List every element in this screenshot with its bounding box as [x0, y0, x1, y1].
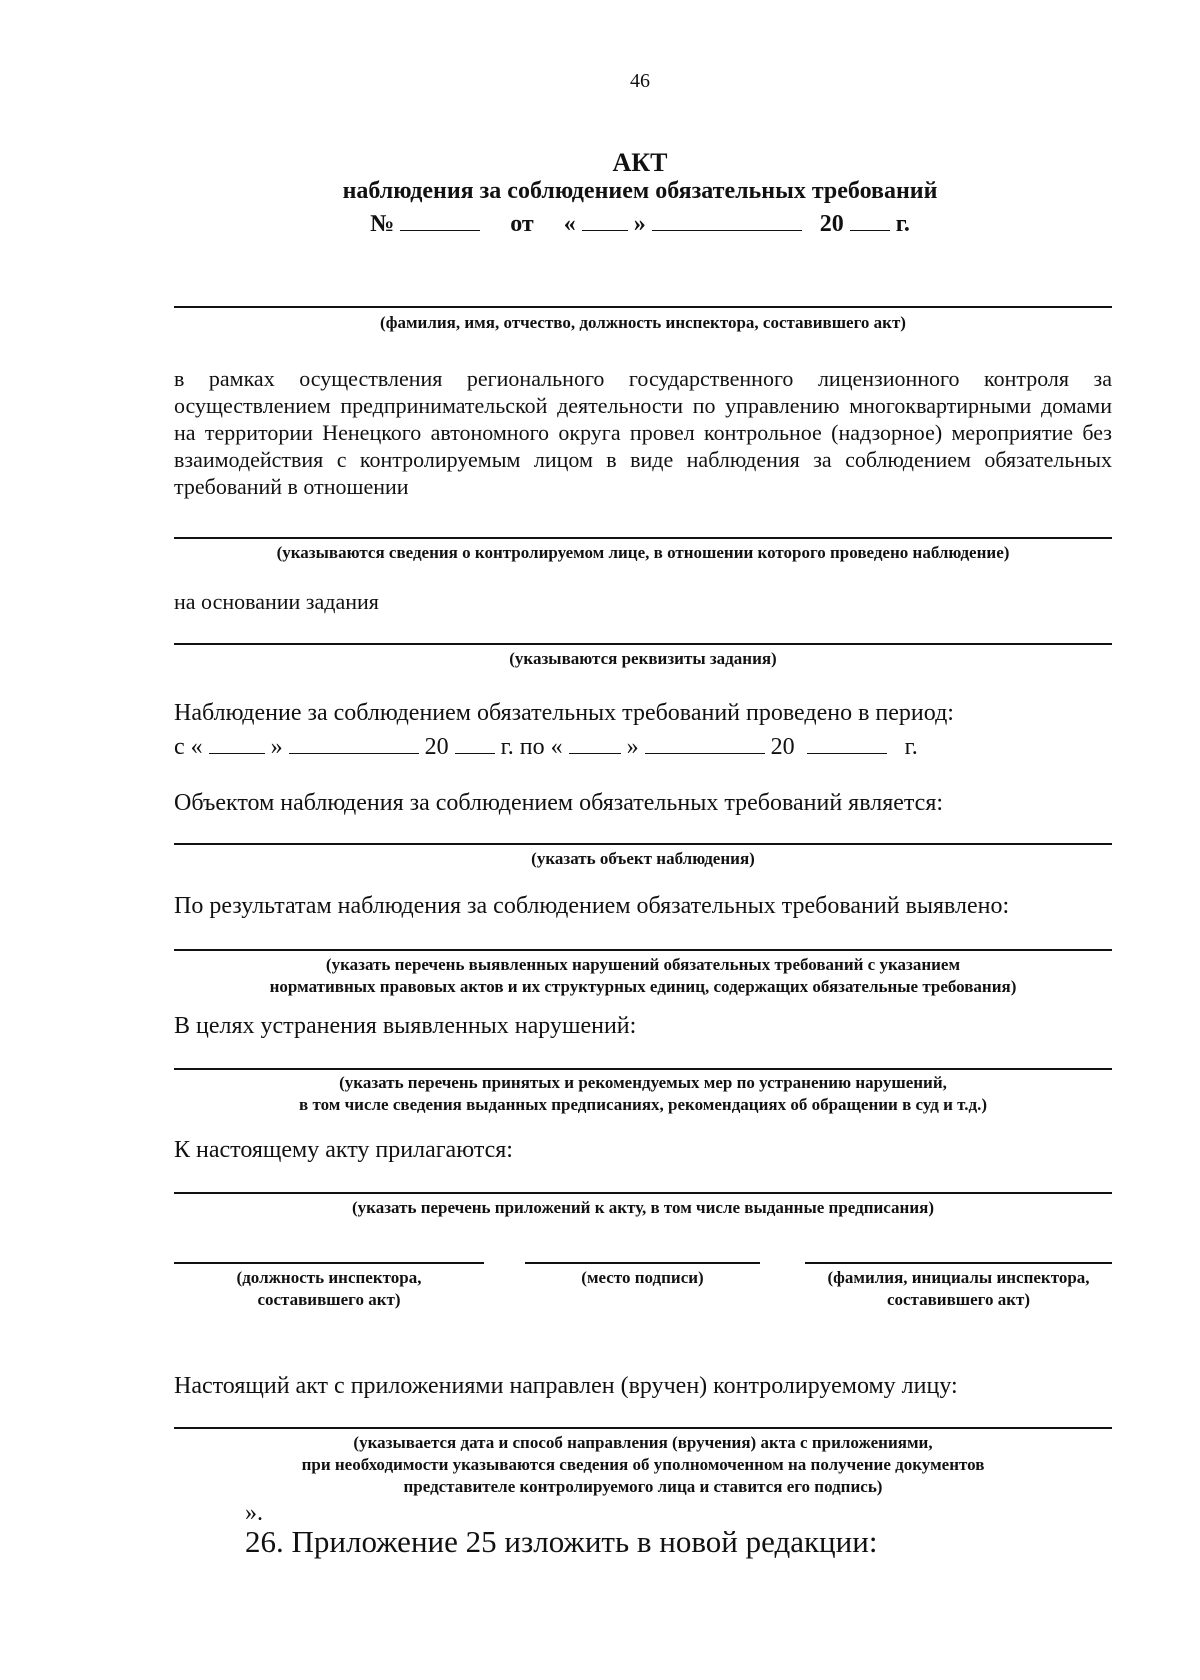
act-number-line [0, 208, 1200, 238]
period-label: Наблюдение за соблюдением обязательных требований проведено в период: [174, 700, 954, 726]
period-to-close: » [626, 734, 639, 760]
period-to-day-blank [569, 731, 621, 754]
from-label: от [510, 211, 534, 237]
signature-name-line2: составившего акт) [886, 1290, 1031, 1309]
task-hint: (указываются реквизиты задания) [509, 649, 777, 668]
period-from-close: » [270, 734, 283, 760]
signature-position-line [174, 1262, 484, 1264]
signature-position-line2: составившего акт) [257, 1290, 401, 1309]
signature-place-line [525, 1262, 760, 1264]
results-hint-line1: (указать перечень выявленных нарушений обязательных требований с указанием [325, 955, 961, 974]
results-hint-line2: нормативных правовых актов и их структурных единиц, содержащих обязательные требования) [269, 977, 1017, 996]
day-quote-close: » [633, 211, 646, 237]
period-to-year-blank [807, 731, 887, 754]
delivery-hint-line3: представителе контролируемого лица и ставится его подпись) [403, 1477, 883, 1496]
inspector-hint: (фамилия, имя, отчество, должность инспектора, составившего акт) [380, 313, 906, 332]
signature-name-label [805, 1267, 1112, 1311]
closing-quote: ». [245, 1500, 263, 1526]
period-to-open: г. по « [500, 734, 563, 760]
measures-hint-line1: (указать перечень принятых и рекомендуемых мер по устранению нарушений, [339, 1073, 947, 1092]
document-subtitle: наблюдения за соблюдением обязательных требований [342, 178, 938, 204]
period-from-open: с « [174, 734, 203, 760]
inspector-line [174, 306, 1112, 308]
controlled-person-line [174, 537, 1112, 539]
delivery-label: Настоящий акт с приложениями направлен (вручен) контролируемому лицу: [174, 1373, 958, 1399]
period-from-month-blank [289, 731, 419, 754]
object-hint: (указать объект наблюдения) [531, 849, 755, 868]
measures-line [174, 1068, 1112, 1070]
signature-position-label [174, 1267, 484, 1311]
period-from-year-prefix: 20 [424, 734, 449, 760]
measures-hint-line2: в том числе сведения выданных предписаниях, рекомендациях об обращении в суд и т.д.) [299, 1095, 987, 1114]
signature-name-line [805, 1262, 1112, 1264]
period-to-year-suffix: г. [904, 734, 918, 760]
basis-label: на основании задания [174, 589, 379, 614]
object-label: Объектом наблюдения за соблюдением обязательных требований является: [174, 790, 944, 816]
delivery-line [174, 1427, 1112, 1429]
year-prefix: 20 [819, 211, 844, 237]
delivery-hint-line1: (указывается дата и способ направления (вручения) акта с приложениями, [353, 1433, 933, 1452]
month-blank [652, 208, 802, 231]
results-line [174, 949, 1112, 951]
period-to-year-prefix: 20 [770, 734, 795, 760]
period-dates-line [174, 731, 918, 761]
number-sign: № [370, 211, 395, 237]
signature-name-line1: (фамилия, инициалы инспектора, [827, 1268, 1090, 1287]
day-quote-open: « [563, 211, 576, 237]
item-26-heading: 26. Приложение 25 изложить в новой редакции: [245, 1524, 878, 1559]
year-suffix: г. [895, 211, 910, 237]
object-line [174, 843, 1112, 845]
period-to-month-blank [645, 731, 765, 754]
day-blank [582, 208, 628, 231]
intro-paragraph: в рамках осуществления регионального государственного лицензионного контроля за осуществлением предпринимательской деятельности по управлению многоквартирными домами на территории Ненецкого автономного округа провел контрольное (надзорное) мероприятие без взаимодействия с контролируемым лицом в виде наблюдения за соблюдением обязательных требований в отношении [174, 366, 1112, 499]
signature-position-line1: (должность инспектора, [236, 1268, 422, 1287]
year-blank [850, 208, 890, 231]
controlled-person-hint: (указываются сведения о контролируемом лице, в отношении которого проведено наблюдение) [276, 543, 1010, 562]
task-line [174, 643, 1112, 645]
measures-label: В целях устранения выявленных нарушений: [174, 1013, 637, 1039]
document-title: АКТ [612, 148, 668, 177]
results-label: По результатам наблюдения за соблюдением обязательных требований выявлено: [174, 893, 1010, 919]
attachments-line [174, 1192, 1112, 1194]
act-number-blank [400, 208, 480, 231]
signature-place-label: (место подписи) [581, 1268, 704, 1287]
period-from-year-blank [455, 731, 495, 754]
delivery-hint-line2: при необходимости указываются сведения об уполномоченном на получение документов [301, 1455, 985, 1474]
attachments-hint: (указать перечень приложений к акту, в том числе выданные предписания) [352, 1198, 934, 1217]
period-from-day-blank [209, 731, 265, 754]
attachments-label: К настоящему акту прилагаются: [174, 1137, 513, 1163]
page-number: 46 [630, 70, 650, 92]
